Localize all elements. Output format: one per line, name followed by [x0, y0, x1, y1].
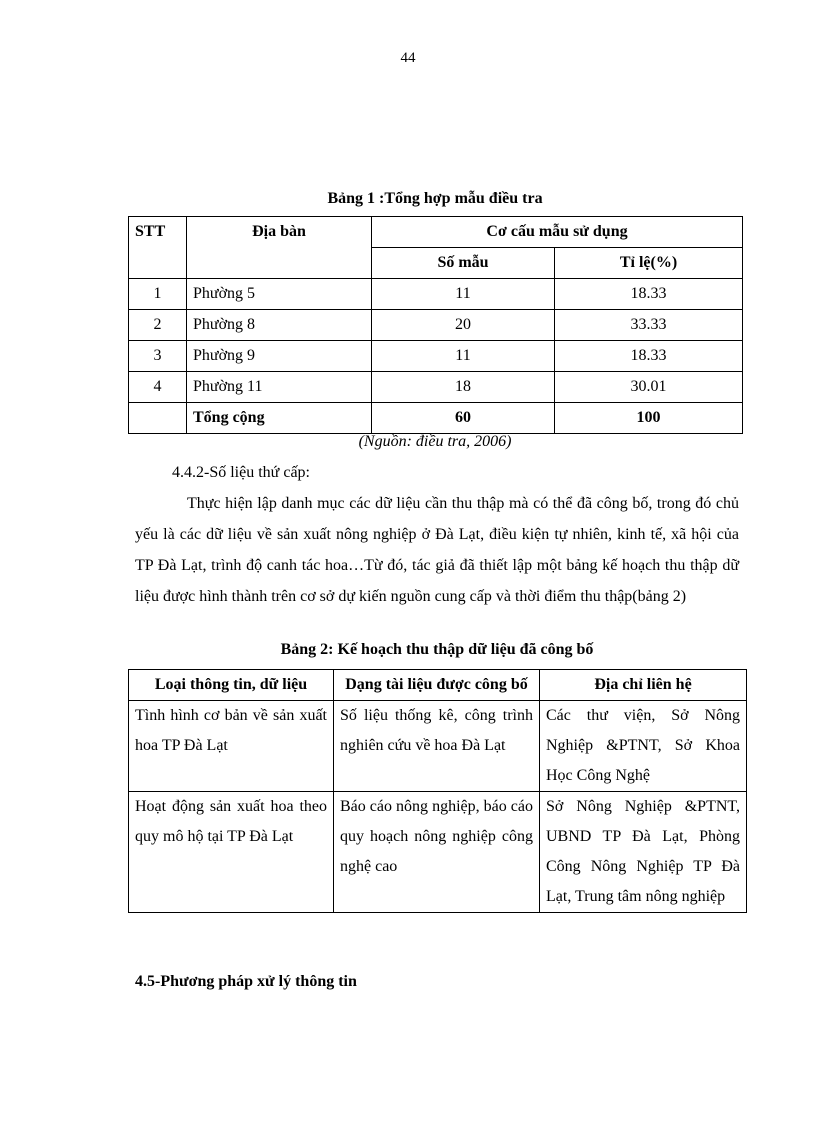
cell-stt: 4 — [129, 372, 187, 403]
cell-contact: Các thư viện, Sở Nông Nghiệp &PTNT, Sở Khoa Học Công Nghệ — [540, 701, 747, 792]
cell-samples: 18 — [372, 372, 555, 403]
table-total-row — [129, 403, 743, 434]
cell-ratio: 18.33 — [555, 279, 743, 310]
cell-stt: 1 — [129, 279, 187, 310]
cell-area: Phường 9 — [187, 341, 372, 372]
cell-ratio: 18.33 — [555, 341, 743, 372]
table1-caption: Bảng 1 :Tổng hợp mẫu điều tra — [327, 190, 543, 207]
total-ratio: 100 — [555, 403, 743, 434]
cell-form: Số liệu thống kê, công trình nghiên cứu về hoa Đà Lạt — [334, 701, 540, 792]
data-collection-plan-table — [128, 669, 747, 913]
table-row — [129, 310, 743, 341]
table-row — [129, 792, 747, 913]
section-442-paragraph: Thực hiện lập danh mục các dữ liệu cần thu thập mà có thể đã công bố, trong đó chủ yếu là các dữ liệu về sản xuất nông nghiệp ở Đà Lạt, điều kiện tự nhiên, kinh tế, xã hội của TP Đà Lạt, trình độ canh tác hoa…Từ đó, tác giả đã thiết lập một bảng kế hoạch thu thập dữ liệu được hình thành trên cơ sở dự kiến nguồn cung cấp và thời điểm thu thập(bảng 2) — [135, 495, 739, 605]
cell-area: Phường 11 — [187, 372, 372, 403]
header-area: Địa bàn — [187, 217, 372, 279]
cell-samples: 20 — [372, 310, 555, 341]
cell-ratio: 33.33 — [555, 310, 743, 341]
table-header-row — [129, 670, 747, 701]
table-row — [129, 279, 743, 310]
header-form: Dạng tài liệu được công bố — [334, 670, 540, 701]
total-samples: 60 — [372, 403, 555, 434]
header-stt: STT — [129, 217, 187, 279]
sample-summary-table — [128, 216, 743, 434]
total-label: Tổng cộng — [187, 403, 372, 434]
section-442-heading: 4.4.2-Số liệu thứ cấp: — [172, 464, 310, 481]
table2-caption: Bảng 2: Kế hoạch thu thập dữ liệu đã công bố — [280, 641, 594, 658]
cell-area: Phường 8 — [187, 310, 372, 341]
cell-type: Hoạt động sản xuất hoa theo quy mô hộ tại TP Đà Lạt — [129, 792, 334, 913]
header-structure: Cơ cấu mẫu sử dụng — [372, 217, 743, 248]
table-row — [129, 372, 743, 403]
cell-form: Báo cáo nông nghiệp, báo cáo quy hoạch nông nghiệp công nghệ cao — [334, 792, 540, 913]
table-row — [129, 341, 743, 372]
cell-contact: Sở Nông Nghiệp &PTNT, UBND TP Đà Lạt, Phòng Công Nông Nghiệp TP Đà Lạt, Trung tâm nông nghiệp — [540, 792, 747, 913]
cell-samples: 11 — [372, 341, 555, 372]
cell-samples: 11 — [372, 279, 555, 310]
page-number: 44 — [400, 50, 416, 66]
cell-type: Tình hình cơ bản về sản xuất hoa TP Đà Lạt — [129, 701, 334, 792]
header-samples: Số mẫu — [372, 248, 555, 279]
cell-stt: 3 — [129, 341, 187, 372]
cell-ratio: 30.01 — [555, 372, 743, 403]
header-contact: Địa chỉ liên hệ — [540, 670, 747, 701]
table-row — [129, 701, 747, 792]
section-45-heading: 4.5-Phương pháp xử lý thông tin — [135, 973, 357, 990]
table-header-row — [129, 217, 743, 248]
header-ratio: Tỉ lệ(%) — [555, 248, 743, 279]
cell-stt: 2 — [129, 310, 187, 341]
cell-stt-empty — [129, 403, 187, 434]
header-type: Loại thông tin, dữ liệu — [129, 670, 334, 701]
table1-source: (Nguồn: điều tra, 2006) — [358, 433, 512, 450]
cell-area: Phường 5 — [187, 279, 372, 310]
